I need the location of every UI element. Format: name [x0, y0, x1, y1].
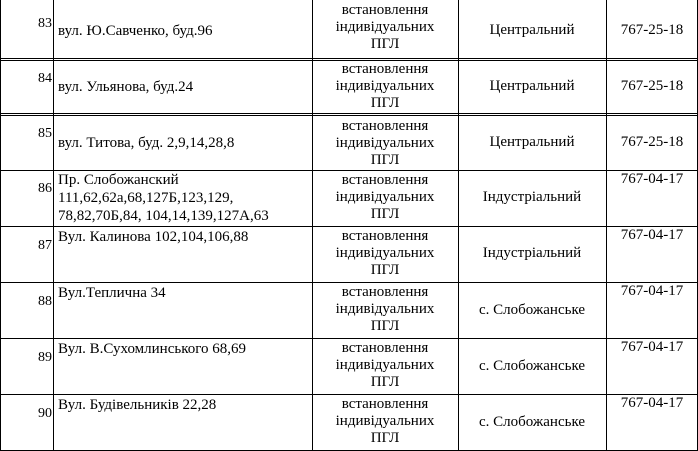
row-number: 84: [38, 71, 52, 86]
phone-cell: 767-04-17: [620, 171, 684, 187]
district-cell: Центральний: [489, 134, 575, 150]
activity-line: ПГЛ: [370, 262, 400, 278]
address-cell: Вул. Калинова 102,104,106,88: [58, 229, 249, 245]
activity-line: встановлення: [341, 228, 429, 244]
row-number: 89: [38, 350, 52, 365]
activity-line: індивідуальних: [335, 135, 435, 151]
phone-cell: 767-25-18: [620, 22, 684, 38]
table-row: [0, 227, 698, 282]
activity-line: ПГЛ: [370, 430, 400, 446]
phone-cell: 767-04-17: [620, 227, 684, 243]
district-cell: Центральний: [489, 78, 575, 94]
table-row: [0, 116, 698, 170]
address-line: 111,62,62а,68,127Б,123,129,: [58, 190, 234, 206]
table-row: [0, 395, 698, 450]
row-number: 83: [38, 16, 52, 31]
activity-cell: [312, 283, 458, 335]
row-number: 88: [38, 294, 52, 309]
address-line: Пр. Слобожанский: [58, 172, 179, 188]
activity-line: встановлення: [341, 2, 429, 18]
row-number: 86: [38, 181, 52, 196]
phone-cell: 767-25-18: [620, 134, 684, 150]
address-cell: вул. Ю.Савченко, буд.96: [58, 23, 213, 39]
activity-cell: [312, 61, 458, 112]
activity-line: ПГЛ: [370, 374, 400, 390]
activity-line: ПГЛ: [370, 318, 400, 334]
address-cell: вул. Титова, буд. 2,9,14,28,8: [58, 135, 235, 151]
row-number: 87: [38, 238, 52, 253]
activity-line: встановлення: [341, 340, 429, 356]
phone-cell: 767-25-18: [620, 78, 684, 94]
activity-cell: [312, 171, 458, 223]
table-row: [0, 339, 698, 394]
activity-line: встановлення: [341, 172, 429, 188]
activity-line: встановлення: [341, 284, 429, 300]
activity-line: індивідуальних: [335, 301, 435, 317]
activity-cell: [312, 395, 458, 447]
district-cell: с. Слобожанське: [478, 414, 586, 430]
activity-cell: [312, 339, 458, 391]
district-cell: Індустріальний: [482, 245, 582, 261]
activity-line: індивідуальних: [335, 245, 435, 261]
address-line: 78,82,70Б,84, 104,14,139,127А,63: [58, 208, 269, 224]
activity-line: індивідуальних: [335, 78, 435, 94]
table-row: [0, 283, 698, 338]
activity-cell: [312, 116, 458, 169]
district-cell: Центральний: [489, 22, 575, 38]
table-row: [0, 171, 698, 226]
phone-cell: 767-04-17: [620, 283, 684, 299]
district-cell: Індустріальний: [482, 189, 582, 205]
activity-line: індивідуальних: [335, 357, 435, 373]
phone-cell: 767-04-17: [620, 395, 684, 411]
address-cell: Вул.Теплична 34: [58, 285, 166, 301]
activity-line: ПГЛ: [370, 152, 400, 168]
activity-line: індивідуальних: [335, 413, 435, 429]
activity-line: ПГЛ: [370, 95, 400, 111]
address-cell: вул. Ульянова, буд.24: [58, 79, 194, 95]
phone-cell: 767-04-17: [620, 339, 684, 355]
activity-line: встановлення: [341, 61, 429, 77]
activity-line: ПГЛ: [370, 36, 400, 52]
activity-line: індивідуальних: [335, 189, 435, 205]
district-cell: с. Слобожанське: [478, 302, 586, 318]
activity-cell: [312, 0, 458, 53]
activity-line: встановлення: [341, 118, 429, 134]
row-number: 90: [38, 406, 52, 421]
address-cell: Вул. Будівельників 22,28: [58, 397, 217, 413]
activity-line: ПГЛ: [370, 206, 400, 222]
row-number: 85: [38, 126, 52, 141]
address-cell: [56, 171, 306, 225]
district-cell: с. Слобожанське: [478, 358, 586, 374]
activity-cell: [312, 227, 458, 279]
address-cell: Вул. В.Сухомлинського 68,69: [58, 341, 246, 357]
activity-line: встановлення: [341, 396, 429, 412]
table-row: [0, 61, 698, 113]
table-row: [0, 0, 698, 58]
activity-line: індивідуальних: [335, 19, 435, 35]
